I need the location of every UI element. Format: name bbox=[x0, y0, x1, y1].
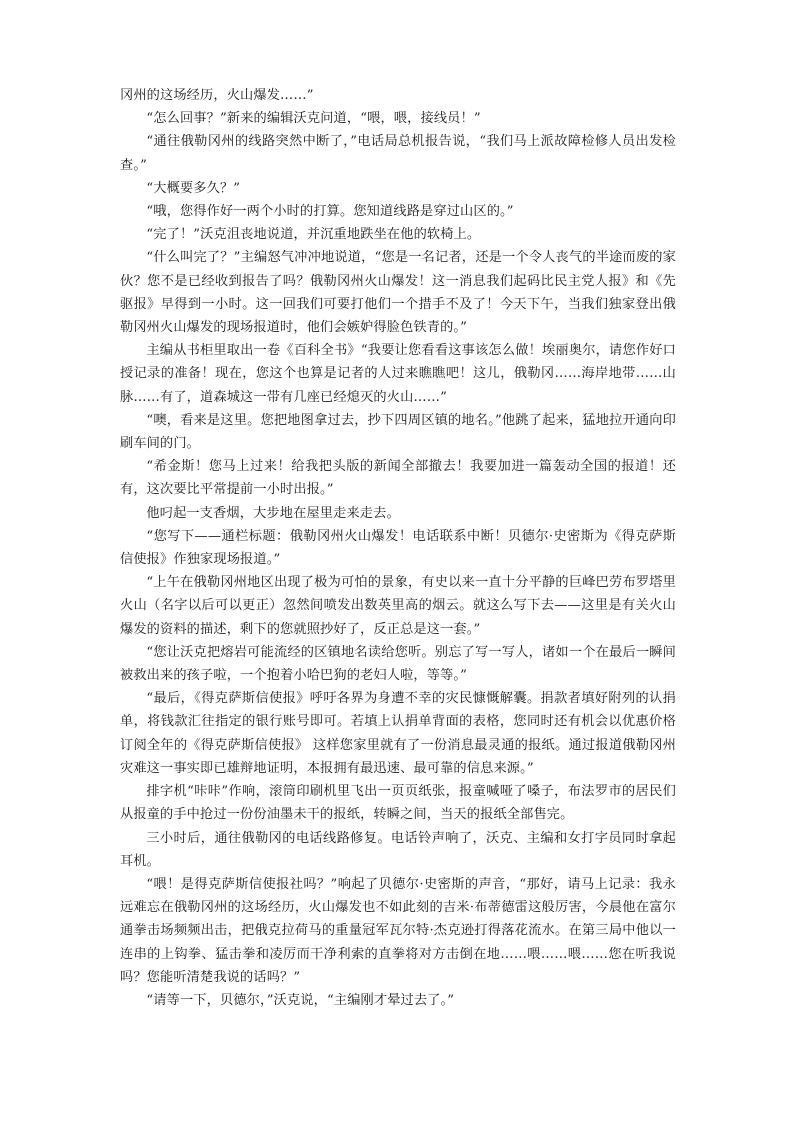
paragraph: “喂！是得克萨斯信使报社吗？”响起了贝德尔·史密斯的声音，“那好，请马上记录：我永远难忘在俄勒冈州的这场经历，火山爆发也不如此刻的吉米·布蒂德雷这般厉害，今晨他在富尔通拳击场频频出击，把俄克拉荷马的重量冠军瓦尔特·杰克逊打得落花流水。在第三局中他以一连串的上钩拳、猛击拳和凌厉而干净利索的直拳将对方击倒在地……喂……喂……您在听我说吗？您能听清楚我说的话吗？” bbox=[120, 876, 676, 985]
paragraph: 三小时后，通往俄勒冈的电话线路修复。电话铃声响了，沃克、主编和女打字员同时拿起耳机。 bbox=[120, 830, 676, 869]
paragraph: “噢，看来是这里。您把地图拿过去，抄下四周区镇的地名。”他跳了起来，猛地拉开通向印刷车间的门。 bbox=[120, 412, 676, 452]
paragraph: 主编从书柜里取出一卷《百科全书》“我要让您看看这事该怎么做！埃丽奥尔，请您作好口授记录的准备！现在，您这个也算是记者的人过来瞧瞧吧！这儿，俄勒冈……海岸地带……山脉……有了，道森城这一带有几座已经熄灭的火山……” bbox=[120, 343, 676, 405]
paragraph: “通往俄勒冈州的线路突然中断了，”电话局总机报告说，“我们马上派故障检修人员出发检查。” bbox=[120, 134, 676, 173]
paragraph: 排字机“咔咔”作响，滚筒印刷机里飞出一页页纸张，报童喊哑了嗓子，布法罗市的居民们从报童的手中抢过一份份油墨未干的报纸，转瞬之间，当天的报纸全部售完。 bbox=[120, 784, 676, 823]
paragraph: 冈州的这场经历，火山爆发……” bbox=[120, 88, 314, 103]
article-body bbox=[120, 84, 676, 1012]
paragraph: “怎么回事？”新来的编辑沃克问道，“喂，喂，接线员！” bbox=[146, 111, 481, 127]
paragraph: “上午在俄勒冈州地区出现了极为可怕的景象，有史以来一直十分平静的巨峰巴劳布罗塔里火山（名字以后可以更正）忽然间喷发出数英里高的烟云。就这么写下去——这里是有关火山爆发的资料的描述，剩下的您就照抄好了，反正总是这一套。” bbox=[120, 575, 676, 637]
paragraph: 他叼起一支香烟，大步地在屋里走来走去。 bbox=[146, 505, 400, 521]
paragraph: “哦，您得作好一两个小时的打算。您知道线路是穿过山区的。” bbox=[146, 204, 514, 220]
paragraph: “完了！”沃克沮丧地说道，并沉重地跌坐在他的软椅上。 bbox=[146, 227, 481, 243]
paragraph: “您让沃克把熔岩可能流经的区镇地名读给您听。别忘了写一写人，诸如一个在最后一瞬间被救出来的孩子啦，一个抱着小哈巴狗的老妇人啦，等等。” bbox=[120, 644, 676, 684]
paragraph: “什么叫完了？”主编怒气冲冲地说道，“您是一名记者，还是一个令人丧气的半途而废的家伙？您不是已经收到报告了吗？俄勒冈州火山爆发！这一消息我们起码比民主党人报》和《先驱报》早得到一小时。这一回我们可要打他们一个措手不及了！今天下午，当我们独家登出俄勒冈州火山爆发的现场报道时，他们会嫉妒得脸色铁青的。” bbox=[120, 250, 676, 336]
paragraph: “大概要多久？” bbox=[146, 180, 241, 196]
paragraph: “请等一下，贝德尔，”沃克说，“主编刚才晕过去了。” bbox=[146, 992, 455, 1008]
paragraph: “希金斯！您马上过来！给我把头版的新闻全部撤去！我要加进一篇轰动全国的报道！还有，这次要比平常提前一小时出报。” bbox=[120, 459, 676, 498]
paragraph: “最后，《得克萨斯信使报》呼吁各界为身遭不幸的灾民慷慨解囊。捐款者填好附列的认捐单，将钱款汇往指定的银行账号即可。若填上认捐单背面的表格，您同时还有机会以优惠价格订阅全年的《得克萨斯信使报》 这样您家里就有了一份消息最灵通的报纸。通过报道俄勒冈州灾难这一事实即已雄辩地证明，本报拥有最迅速、最可靠的信息来源。” bbox=[120, 691, 676, 776]
paragraph: “您写下——通栏标题：俄勒冈州火山爆发！电话联系中断！贝德尔·史密斯为《得克萨斯信使报》作独家现场报道。” bbox=[120, 528, 676, 568]
